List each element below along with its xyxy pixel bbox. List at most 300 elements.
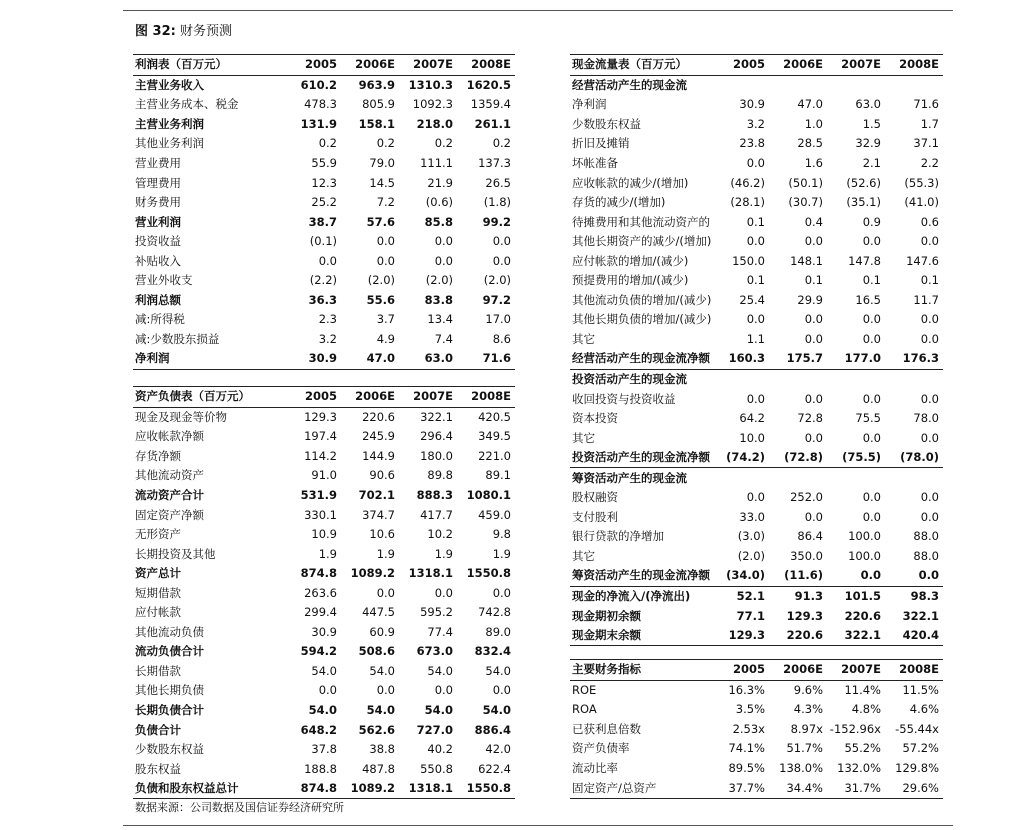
cell-value: 610.2 bbox=[300, 77, 337, 92]
cell-value: 23.8 bbox=[739, 136, 765, 151]
cell-value: 175.7 bbox=[769, 349, 827, 369]
cell-value: 54.0 bbox=[485, 663, 511, 678]
table-row bbox=[570, 291, 943, 311]
cell-value: 832.4 bbox=[474, 644, 511, 659]
cell-value: 2005 bbox=[711, 55, 769, 76]
cell-value: 0.0 bbox=[746, 391, 765, 406]
cell-value: 79.0 bbox=[369, 156, 395, 170]
table-row bbox=[133, 505, 515, 525]
row-label: 现金的净流入/(净流出) bbox=[572, 589, 691, 604]
cell-value: 47.0 bbox=[797, 97, 823, 112]
row-label: 流动负债合计 bbox=[135, 644, 204, 659]
cell-value: 100.0 bbox=[848, 529, 881, 544]
row-label: 其他流动负债的增加/(减少) bbox=[572, 292, 711, 307]
table-row bbox=[570, 193, 943, 213]
table-row bbox=[133, 623, 515, 643]
table-row bbox=[133, 232, 515, 252]
cell-value: 0.0 bbox=[804, 234, 823, 249]
table-row bbox=[133, 525, 515, 545]
cell-value: 4.3% bbox=[793, 702, 823, 717]
row-label: 主要财务指标 bbox=[570, 660, 711, 681]
cell-value: 91.0 bbox=[311, 468, 337, 483]
cell-value bbox=[885, 468, 943, 488]
cell-value: 0.0 bbox=[862, 509, 881, 524]
row-label: 管理费用 bbox=[135, 175, 181, 190]
cell-value: 54.0 bbox=[427, 663, 453, 678]
table-row bbox=[133, 349, 515, 369]
row-label: 预提费用的增加/(减少) bbox=[572, 273, 689, 288]
cell-value: 221.0 bbox=[478, 448, 511, 463]
table-row bbox=[133, 681, 515, 701]
cell-value: 144.9 bbox=[362, 448, 395, 463]
table-header bbox=[570, 55, 943, 76]
cell-value: 2006E bbox=[769, 660, 827, 681]
table-row bbox=[570, 154, 943, 174]
cell-value: 2006E bbox=[769, 55, 827, 76]
cell-value: 2.53x bbox=[732, 721, 765, 736]
cell-value: 98.3 bbox=[910, 589, 939, 604]
income-statement-table bbox=[133, 54, 515, 370]
row-label: 利润表（百万元） bbox=[133, 55, 283, 76]
table-row bbox=[133, 330, 515, 350]
cell-value: 220.6 bbox=[769, 626, 827, 646]
cell-value: 0.1 bbox=[746, 273, 765, 288]
cell-value: 0.0 bbox=[318, 253, 337, 268]
row-label: 资产总计 bbox=[135, 566, 181, 581]
row-label: 短期借款 bbox=[135, 585, 181, 600]
cell-value: 0.0 bbox=[804, 331, 823, 346]
cell-value: 220.6 bbox=[362, 409, 395, 424]
row-label: 资产负债率 bbox=[572, 741, 630, 756]
table-row bbox=[570, 389, 943, 409]
cell-value: 296.4 bbox=[420, 429, 453, 444]
cell-value: 0.0 bbox=[804, 509, 823, 524]
table-row bbox=[570, 720, 943, 740]
cell-value: 3.7 bbox=[376, 312, 395, 327]
cell-value: 0.0 bbox=[492, 253, 511, 268]
cell-value: (52.6) bbox=[846, 175, 881, 190]
table-row bbox=[570, 232, 943, 252]
cell-value: 888.3 bbox=[416, 488, 453, 502]
cell-value: 0.0 bbox=[920, 234, 939, 249]
cell-value: 727.0 bbox=[416, 722, 453, 737]
cell-value: 2006E bbox=[341, 387, 399, 408]
cell-value: 1318.1 bbox=[408, 566, 453, 581]
cell-value: 129.3 bbox=[711, 626, 769, 646]
cell-value: 550.8 bbox=[420, 761, 453, 776]
row-label: ROE bbox=[572, 682, 597, 697]
row-label: 其他长期负债的增加/(减少) bbox=[572, 312, 711, 327]
row-label: 股权融资 bbox=[572, 490, 618, 505]
cell-value bbox=[827, 369, 885, 389]
table-row bbox=[570, 739, 943, 759]
cell-value: (2.0) bbox=[483, 273, 511, 288]
cell-value: 2.2 bbox=[920, 156, 939, 170]
cell-value: 2007E bbox=[399, 55, 457, 76]
cell-value bbox=[827, 75, 885, 95]
cell-value bbox=[885, 369, 943, 389]
cell-value: 54.0 bbox=[482, 703, 511, 718]
cell-value: 176.3 bbox=[885, 349, 943, 369]
cell-value: 874.8 bbox=[283, 779, 341, 799]
cell-value: 12.3 bbox=[311, 175, 337, 190]
cell-value: 0.0 bbox=[318, 683, 337, 698]
cell-value: 218.0 bbox=[416, 116, 453, 131]
cell-value: 177.0 bbox=[827, 349, 885, 369]
cell-value: 263.6 bbox=[304, 585, 337, 600]
cell-value: 1359.4 bbox=[470, 97, 511, 112]
cell-value: 129.3 bbox=[786, 608, 823, 623]
row-label: 坏帐准备 bbox=[572, 156, 618, 170]
table-row bbox=[570, 680, 943, 700]
cell-value bbox=[769, 468, 827, 488]
cell-value: 595.2 bbox=[420, 605, 453, 620]
cell-value: 83.8 bbox=[424, 292, 453, 307]
cell-value: 2008E bbox=[457, 55, 515, 76]
cell-value: 111.1 bbox=[420, 156, 453, 170]
row-label: 长期投资及其他 bbox=[135, 546, 216, 561]
cell-value: (35.1) bbox=[846, 195, 881, 210]
table-row bbox=[133, 720, 515, 740]
cell-value: 0.0 bbox=[920, 391, 939, 406]
cell-value: (50.1) bbox=[788, 175, 823, 190]
table-row bbox=[133, 583, 515, 603]
table-row bbox=[133, 544, 515, 564]
cell-value: 17.0 bbox=[485, 312, 511, 327]
cell-value: 2007E bbox=[827, 660, 885, 681]
cell-value: 2005 bbox=[283, 55, 341, 76]
cell-value: (78.0) bbox=[885, 448, 943, 468]
cell-value: 0.0 bbox=[862, 490, 881, 505]
row-label: 无形资产 bbox=[135, 527, 181, 542]
cell-value: 0.0 bbox=[746, 490, 765, 505]
cell-value: 60.9 bbox=[369, 624, 395, 639]
row-label: 股东权益 bbox=[135, 761, 181, 776]
cell-value bbox=[711, 468, 769, 488]
table-row bbox=[133, 75, 515, 95]
row-label: 应付帐款的增加/(减少) bbox=[572, 253, 689, 268]
cell-value: 7.2 bbox=[376, 195, 395, 210]
table-row bbox=[570, 586, 943, 606]
row-label: 银行贷款的净增加 bbox=[572, 529, 664, 544]
cell-value: 1318.1 bbox=[399, 779, 457, 799]
cell-value: 85.8 bbox=[424, 214, 453, 229]
table-row bbox=[570, 134, 943, 154]
cell-value: 0.0 bbox=[434, 683, 453, 698]
row-label: 收回投资与投资收益 bbox=[572, 391, 676, 406]
row-label: 其它 bbox=[572, 548, 595, 563]
cell-value: 101.5 bbox=[844, 589, 881, 604]
cell-value: 0.0 bbox=[804, 430, 823, 445]
cell-value: 131.9 bbox=[300, 116, 337, 131]
cell-value: 0.0 bbox=[862, 391, 881, 406]
table-row bbox=[133, 95, 515, 115]
cell-value: 886.4 bbox=[474, 722, 511, 737]
cell-value: 38.7 bbox=[308, 214, 337, 229]
row-label: 应付帐款 bbox=[135, 605, 181, 620]
cell-value: 420.5 bbox=[478, 409, 511, 424]
cell-value: 0.0 bbox=[920, 509, 939, 524]
cell-value: 37.1 bbox=[913, 136, 939, 151]
table-row bbox=[570, 700, 943, 720]
cell-value: 54.0 bbox=[366, 703, 395, 718]
cell-value: -55.44x bbox=[895, 721, 939, 736]
cell-value: 37.7% bbox=[711, 778, 769, 798]
row-label: 固定资产净额 bbox=[135, 507, 204, 522]
cell-value: 10.6 bbox=[369, 527, 395, 542]
cell-value: 0.0 bbox=[920, 312, 939, 327]
cell-value: (34.0) bbox=[711, 566, 769, 586]
table-header bbox=[133, 387, 515, 408]
cell-value: 1.9 bbox=[318, 546, 337, 561]
table-row bbox=[570, 626, 943, 646]
cell-value: 702.1 bbox=[358, 488, 395, 502]
cell-value: 420.4 bbox=[885, 626, 943, 646]
cell-value: 2005 bbox=[711, 660, 769, 681]
cell-value: (74.2) bbox=[711, 448, 769, 468]
cell-value: 88.0 bbox=[913, 548, 939, 563]
cell-value: 963.9 bbox=[358, 77, 395, 92]
table-row bbox=[133, 642, 515, 662]
figure-label: 图 32: bbox=[135, 24, 176, 39]
cell-value: 148.1 bbox=[790, 253, 823, 268]
row-label: 负债合计 bbox=[135, 722, 181, 737]
cell-value: 54.0 bbox=[424, 703, 453, 718]
cell-value: 478.3 bbox=[304, 97, 337, 112]
cell-value: 100.0 bbox=[848, 548, 881, 563]
cell-value: 0.0 bbox=[885, 566, 943, 586]
cell-value: 7.4 bbox=[434, 331, 453, 346]
row-label: 净利润 bbox=[572, 97, 607, 112]
cell-value: 0.0 bbox=[862, 430, 881, 445]
cell-value: 160.3 bbox=[711, 349, 769, 369]
cell-value: 11.5% bbox=[902, 682, 939, 697]
cell-value bbox=[711, 369, 769, 389]
cell-value: 0.2 bbox=[318, 136, 337, 151]
figure-caption: 财务预测 bbox=[179, 24, 232, 39]
cell-value: 1.6 bbox=[804, 156, 823, 170]
cell-value: 1550.8 bbox=[457, 779, 515, 799]
cell-value: 0.1 bbox=[862, 273, 881, 288]
row-label: 流动资产合计 bbox=[135, 488, 204, 502]
row-label: 负债和股东权益总计 bbox=[133, 779, 283, 799]
cell-value: 2.3 bbox=[318, 312, 337, 327]
table-row bbox=[133, 779, 515, 799]
row-label: 筹资活动产生的现金流 bbox=[572, 470, 687, 485]
table-row bbox=[570, 330, 943, 350]
cell-value bbox=[769, 369, 827, 389]
table-row bbox=[133, 701, 515, 721]
table-row bbox=[133, 466, 515, 486]
cell-value: 0.0 bbox=[746, 234, 765, 249]
cell-value: 4.8% bbox=[851, 702, 881, 717]
cell-value: 34.4% bbox=[769, 778, 827, 798]
row-label: 投资活动产生的现金流净额 bbox=[570, 448, 711, 468]
cell-value: 3.2 bbox=[746, 116, 765, 131]
cell-value: 11.7 bbox=[913, 292, 939, 307]
cash-flow-table bbox=[570, 54, 943, 646]
cell-value: 1089.2 bbox=[350, 566, 395, 581]
row-label: 营业利润 bbox=[135, 214, 181, 229]
row-label: 流动比率 bbox=[572, 761, 618, 775]
cell-value: 36.3 bbox=[308, 292, 337, 307]
cell-value: 0.0 bbox=[827, 566, 885, 586]
cell-value: (75.5) bbox=[827, 448, 885, 468]
cell-value: 0.0 bbox=[862, 312, 881, 327]
cell-value: 2005 bbox=[283, 387, 341, 408]
row-label: 其他业务利润 bbox=[135, 136, 204, 151]
section-header-row bbox=[570, 468, 943, 488]
table-row bbox=[133, 740, 515, 760]
cell-value: (2.0) bbox=[425, 273, 453, 288]
row-label: ROA bbox=[572, 702, 597, 717]
cell-value: 158.1 bbox=[358, 116, 395, 131]
row-label: 其它 bbox=[572, 331, 595, 346]
table-row bbox=[570, 115, 943, 135]
cell-value: 75.5 bbox=[855, 411, 881, 426]
cell-value: 55.6 bbox=[366, 292, 395, 307]
figure-title bbox=[135, 20, 232, 39]
cell-value: 71.6 bbox=[913, 97, 939, 112]
cell-value: 147.8 bbox=[848, 253, 881, 268]
cell-value: 54.0 bbox=[311, 663, 337, 678]
cell-value: 459.0 bbox=[478, 507, 511, 522]
cell-value: 220.6 bbox=[844, 608, 881, 623]
cell-value: 374.7 bbox=[362, 507, 395, 522]
cell-value: (11.6) bbox=[769, 566, 827, 586]
cell-value: 1.7 bbox=[920, 116, 939, 131]
cell-value: 0.0 bbox=[376, 585, 395, 600]
cell-value: 52.1 bbox=[736, 589, 765, 604]
cell-value: 805.9 bbox=[362, 97, 395, 112]
cell-value: 57.6 bbox=[366, 214, 395, 229]
cell-value: 648.2 bbox=[300, 722, 337, 737]
cell-value: 350.0 bbox=[790, 548, 823, 563]
cell-value: 38.8 bbox=[369, 742, 395, 757]
cell-value: (30.7) bbox=[788, 195, 823, 210]
row-label: 主营业务利润 bbox=[135, 116, 204, 131]
row-label: 现金期初余额 bbox=[572, 608, 641, 623]
table-row bbox=[133, 115, 515, 135]
cell-value: 0.0 bbox=[804, 391, 823, 406]
cell-value: 89.8 bbox=[427, 468, 453, 483]
table-row bbox=[570, 251, 943, 271]
table-row bbox=[133, 603, 515, 623]
table-row bbox=[570, 310, 943, 330]
cell-value: (3.0) bbox=[737, 529, 765, 544]
table-row bbox=[133, 193, 515, 213]
cell-value: 622.4 bbox=[478, 761, 511, 776]
cell-value: 97.2 bbox=[482, 292, 511, 307]
row-label: 已获利息倍数 bbox=[572, 721, 641, 736]
cell-value bbox=[769, 75, 827, 95]
table-row bbox=[133, 154, 515, 174]
cell-value bbox=[827, 468, 885, 488]
table-row bbox=[570, 527, 943, 547]
table-row bbox=[133, 173, 515, 193]
cell-value: 9.6% bbox=[793, 682, 823, 697]
cell-value: 0.0 bbox=[376, 253, 395, 268]
table-row bbox=[133, 310, 515, 330]
cell-value: 54.0 bbox=[308, 703, 337, 718]
cell-value: 30.9 bbox=[311, 624, 337, 639]
table-row bbox=[570, 488, 943, 508]
table-row bbox=[133, 564, 515, 584]
row-label: 存货的减少/(增加) bbox=[572, 195, 666, 210]
row-label: 资本投资 bbox=[572, 411, 618, 426]
table-row bbox=[570, 271, 943, 291]
table-row bbox=[570, 409, 943, 429]
cell-value: 29.6% bbox=[885, 778, 943, 798]
table-row bbox=[570, 95, 943, 115]
row-label: 少数股东权益 bbox=[572, 116, 641, 131]
cell-value: 2007E bbox=[399, 387, 457, 408]
cell-value: 47.0 bbox=[341, 349, 399, 369]
cell-value: 1.5 bbox=[862, 116, 881, 131]
cell-value: 1310.3 bbox=[408, 77, 453, 92]
table-row bbox=[570, 212, 943, 232]
cell-value: 322.1 bbox=[420, 409, 453, 424]
cell-value: 0.0 bbox=[920, 490, 939, 505]
cell-value: 89.0 bbox=[485, 624, 511, 639]
cell-value: 11.4% bbox=[844, 682, 881, 697]
cell-value: 1550.8 bbox=[466, 566, 511, 581]
row-label: 补贴收入 bbox=[135, 253, 181, 268]
row-label: 其他流动负债 bbox=[135, 624, 204, 639]
cell-value: 129.3 bbox=[304, 409, 337, 424]
cell-value: 8.6 bbox=[492, 331, 511, 346]
cell-value: 74.1% bbox=[728, 741, 765, 756]
row-label: 主营业务收入 bbox=[135, 77, 204, 92]
cell-value: 0.1 bbox=[746, 214, 765, 229]
cell-value: 37.8 bbox=[311, 742, 337, 757]
row-label: 支付股利 bbox=[572, 509, 618, 524]
cell-value: 0.0 bbox=[434, 234, 453, 249]
cell-value: 30.9 bbox=[283, 349, 341, 369]
cell-value: (72.8) bbox=[769, 448, 827, 468]
cell-value: 299.4 bbox=[304, 605, 337, 620]
cell-value: (2.2) bbox=[309, 273, 337, 288]
cell-value: 322.1 bbox=[827, 626, 885, 646]
cell-value: 31.7% bbox=[827, 778, 885, 798]
cell-value: 54.0 bbox=[369, 663, 395, 678]
table-row bbox=[133, 407, 515, 427]
row-label: 净利润 bbox=[133, 349, 283, 369]
table-row bbox=[570, 448, 943, 468]
row-label: 主营业务成本、税金 bbox=[135, 97, 239, 112]
cell-value: 10.9 bbox=[311, 527, 337, 542]
cell-value: 0.0 bbox=[492, 585, 511, 600]
cell-value: -152.96x bbox=[829, 721, 881, 736]
table-row bbox=[133, 486, 515, 506]
cell-value: 64.2 bbox=[739, 411, 765, 426]
row-label: 营业外收支 bbox=[135, 273, 193, 288]
table-row bbox=[570, 173, 943, 193]
row-label: 存货净额 bbox=[135, 448, 181, 463]
table-row bbox=[133, 271, 515, 291]
cell-value: 32.9 bbox=[855, 136, 881, 151]
cell-value: 51.7% bbox=[786, 741, 823, 756]
cell-value: 86.4 bbox=[797, 529, 823, 544]
cell-value: 0.0 bbox=[434, 253, 453, 268]
cell-value bbox=[885, 75, 943, 95]
row-label: 其它 bbox=[572, 430, 595, 445]
row-label: 固定资产/总资产 bbox=[570, 778, 711, 798]
cell-value: 0.2 bbox=[434, 136, 453, 151]
cell-value: 0.0 bbox=[492, 683, 511, 698]
row-label: 投资收益 bbox=[135, 234, 181, 249]
cell-value: 63.0 bbox=[855, 97, 881, 112]
